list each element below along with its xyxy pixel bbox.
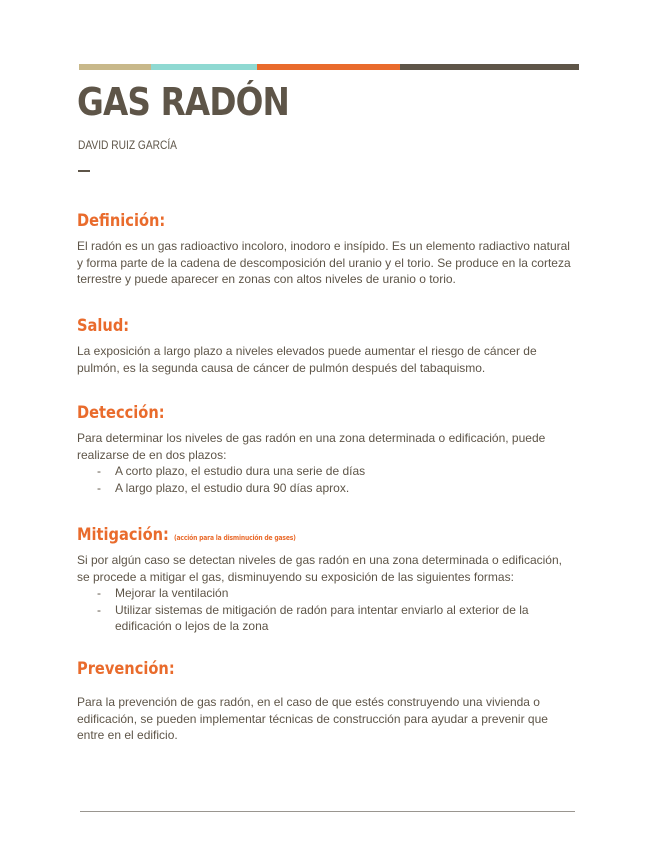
author-divider	[78, 170, 90, 172]
section-body: Para la prevención de gas radón, en el caso de que estés construyendo una vivienda o edificación, se pueden implementar técnicas de construcción para ayudar a prevenir que entre en el edificio.	[77, 695, 548, 742]
section-body: La exposición a largo plazo a niveles elevados puede aumentar el riesgo de cáncer de pulmón, es la segunda causa de cáncer de pulmón después del tabaquismo.	[77, 344, 537, 375]
section-heading: Definición:	[77, 211, 166, 231]
color-bar-segment-teal	[151, 64, 257, 70]
list-item-text: Utilizar sistemas de mitigación de radón para intentar enviarlo al exterior de la edificación o lejos de la zona	[115, 602, 529, 633]
list-item	[77, 480, 577, 497]
section-mitigacion	[77, 525, 577, 635]
section-heading	[77, 525, 507, 545]
header-color-bar	[79, 64, 579, 70]
list-item-text: A largo plazo, el estudio dura 90 días aprox.	[115, 480, 350, 495]
section-heading: Prevención:	[77, 659, 175, 679]
list-item	[77, 602, 577, 635]
bullet-dash: -	[97, 586, 101, 600]
bullet-dash: -	[97, 602, 101, 617]
section-salud	[77, 316, 577, 376]
section-heading: Detección:	[77, 403, 165, 423]
bullet-dash: -	[97, 464, 101, 478]
list-item	[77, 463, 577, 480]
color-bar-segment-tan	[79, 64, 151, 70]
document-title: GAS RADÓN	[77, 80, 290, 124]
section-body: El radón es un gas radioactivo incoloro, inodoro e insípido. Es un elemento radiactivo natural y forma parte de la cadena de descomposición del uranio y el torio. Se produce en la corteza terrestre y puede aparecer en zonas con altos niveles de uranio o torio.	[77, 239, 571, 286]
section-body: Si por algún caso se detectan niveles de gas radón en una zona determinada o edificación, se procede a mitigar el gas, disminuyendo su exposición de las siguientes formas:	[77, 553, 562, 584]
color-bar-segment-orange	[257, 64, 400, 70]
list-item-text: A corto plazo, el estudio dura una serie de días	[115, 464, 366, 478]
footer-divider	[80, 811, 575, 812]
section-heading-note: (acción para la disminución de gases)	[173, 534, 296, 542]
section-prevencion	[77, 659, 577, 744]
section-heading-text: Mitigación:	[77, 525, 169, 545]
color-bar-segment-brown	[400, 64, 579, 70]
list-item	[77, 585, 577, 602]
section-definicion	[77, 211, 577, 288]
bullet-list	[77, 585, 577, 635]
list-item-text: Mejorar la ventilación	[115, 586, 229, 600]
bullet-list	[77, 463, 577, 496]
section-deteccion	[77, 403, 577, 496]
section-heading: Salud:	[77, 316, 130, 336]
bullet-dash: -	[97, 480, 101, 495]
document-author: DAVID RUIZ GARCÍA	[78, 138, 177, 152]
section-body: Para determinar los niveles de gas radón en una zona determinada o edificación, puede realizarse de en dos plazos:	[77, 431, 546, 462]
